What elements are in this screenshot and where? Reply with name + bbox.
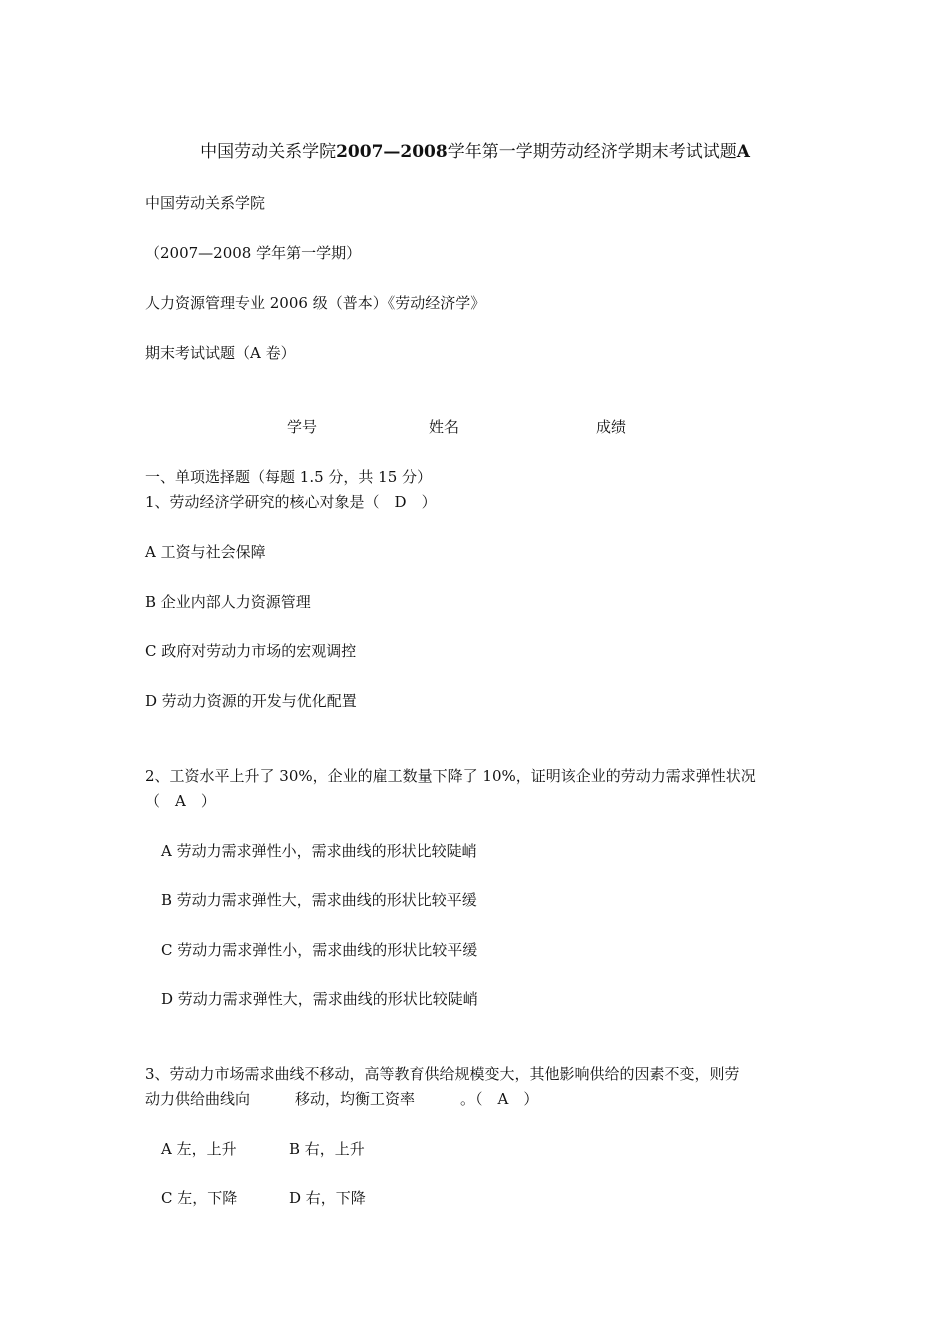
question-3-option-d: D 右，下降 <box>289 1189 366 1207</box>
question-2-stem-line-1: 2、工资水平上升了 30%，企业的雇工数量下降了 10%，证明该企业的劳动力需求弹性状况 <box>145 767 756 785</box>
title-part-2: 2007—2008 <box>336 142 448 162</box>
question-2-option-d: D 劳动力需求弹性大，需求曲线的形状比较陡峭 <box>161 990 478 1008</box>
score-label: 成绩 <box>596 418 627 436</box>
title-part-4: A <box>736 142 750 162</box>
question-1-option-d: D 劳动力资源的开发与优化配置 <box>145 692 357 710</box>
paper-line: 期末考试试题（A 卷） <box>145 344 296 362</box>
section-heading: 一、单项选择题（每题 1.5 分，共 15 分） <box>145 468 433 486</box>
question-3-stem-line-2: 动力供给曲线向 移动，均衡工资率 。（ A ） <box>145 1090 539 1108</box>
title-part-3: 学年第一学期劳动经济学期末考试试题 <box>447 142 737 162</box>
title-part-1: 中国劳动关系学院 <box>200 142 337 162</box>
name-label: 姓名 <box>429 418 460 436</box>
question-2-option-b: B 劳动力需求弹性大，需求曲线的形状比较平缓 <box>161 891 477 909</box>
term-line: （2007—2008 学年第一学期） <box>145 244 362 262</box>
question-3-option-c: C 左，下降 <box>161 1189 238 1207</box>
question-2-stem-line-2: （ A ） <box>145 792 216 810</box>
question-1-option-b: B 企业内部人力资源管理 <box>145 593 311 611</box>
school-name: 中国劳动关系学院 <box>145 194 266 212</box>
question-1-stem: 1、劳动经济学研究的核心对象是（ D ） <box>145 493 437 511</box>
student-id-label: 学号 <box>287 418 318 436</box>
question-3-option-a: A 左，上升 <box>161 1140 237 1158</box>
question-1-option-a: A 工资与社会保障 <box>145 543 266 561</box>
question-3-stem-line-1: 3、劳动力市场需求曲线不移动，高等教育供给规模变大，其他影响供给的因素不变，则劳 <box>145 1065 740 1083</box>
question-3-option-b: B 右，上升 <box>289 1140 365 1158</box>
course-line: 人力资源管理专业 2006 级（普本）《劳动经济学》 <box>145 294 486 312</box>
question-2-option-a: A 劳动力需求弹性小，需求曲线的形状比较陡峭 <box>161 842 477 860</box>
question-1-option-c: C 政府对劳动力市场的宏观调控 <box>145 642 357 660</box>
question-2-option-c: C 劳动力需求弹性小，需求曲线的形状比较平缓 <box>161 941 478 959</box>
document-title <box>0 141 950 163</box>
